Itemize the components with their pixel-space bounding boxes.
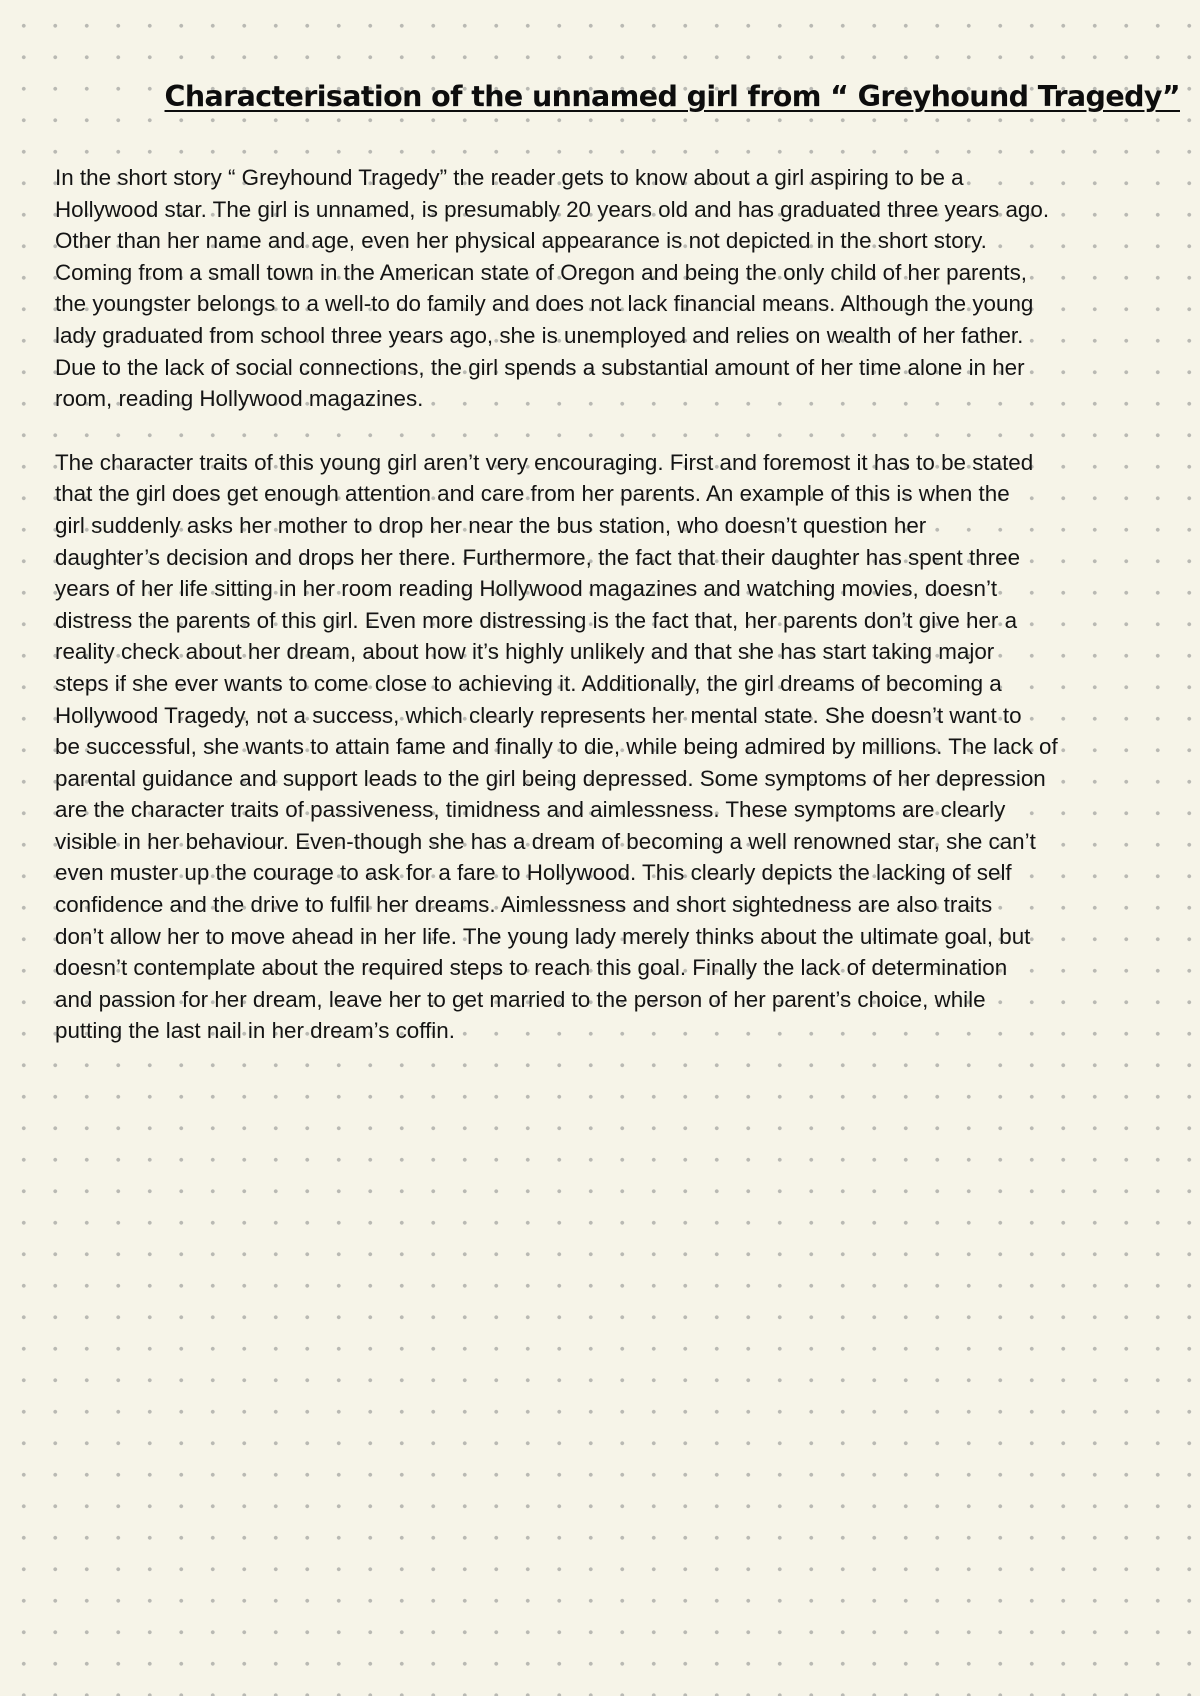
text-line: and passion for her dream, leave her to get married to the person of her parent’s choice, while <box>55 986 986 1012</box>
text-line: Due to the lack of social connections, the girl spends a substantial amount of her time alone in her <box>55 354 1025 380</box>
text-line: confidence and the drive to fulfil her dreams. Aimlessness and short sightedness are also traits <box>55 892 993 918</box>
text-line: girl suddenly asks her mother to drop her near the bus station, who doesn’t question her <box>55 512 927 538</box>
document-body <box>55 162 1167 1047</box>
text-line: don’t allow her to move ahead in her life. The young lady merely thinks about the ultimate goal, but <box>55 923 1031 949</box>
text-line: daughter’s decision and drops her there. Furthermore, the fact that their daughter has spent three <box>55 544 1021 570</box>
text-line: be successful, she wants to attain fame and finally to die, while being admired by millions. The lack of <box>55 734 1058 760</box>
text-line: years of her life sitting in her room reading Hollywood magazines and watching movies, doesn’t <box>55 576 998 602</box>
text-line: doesn’t contemplate about the required steps to reach this goal. Finally the lack of determination <box>55 955 1008 981</box>
text-line: Hollywood Tragedy, not a success, which clearly represents her mental state. She doesn’t want to <box>55 702 1022 728</box>
text-line: steps if she ever wants to come close to achieving it. Additionally, the girl dreams of becoming a <box>55 670 1002 696</box>
text-line: room, reading Hollywood magazines. <box>55 386 424 412</box>
text-line: the youngster belongs to a well-to do family and does not lack financial means. Although the young <box>55 291 1034 317</box>
text-line: putting the last nail in her dream’s coffin. <box>55 1018 455 1044</box>
text-line: Other than her name and age, even her physical appearance is not depicted in the short story. <box>55 228 987 254</box>
text-line: that the girl does get enough attention and care from her parents. An example of this is when the <box>55 481 1010 507</box>
text-line: distress the parents of this girl. Even more distressing is the fact that, her parents don’t give her a <box>55 607 1018 633</box>
paragraph-character-traits <box>55 447 1167 1047</box>
text-line: In the short story “ Greyhound Tragedy” the reader gets to know about a girl aspiring to be a <box>55 165 964 190</box>
text-line: Coming from a small town in the American state of Oregon and being the only child of her parents, <box>55 259 1028 285</box>
text-line: visible in her behaviour. Even-though she has a dream of becoming a well renowned star, she can’t <box>55 828 1036 854</box>
text-line: Hollywood star. The girl is unnamed, is presumably 20 years old and has graduated three years ago. <box>55 196 1050 222</box>
text-line: lady graduated from school three years ago, she is unemployed and relies on wealth of her father. <box>55 322 1024 348</box>
paragraph-intro <box>55 162 1167 415</box>
text-line: are the character traits of passiveness, timidness and aimlessness. These symptoms are clearly <box>55 797 1006 823</box>
text-line: reality check about her dream, about how it’s highly unlikely and that she has start taking major <box>55 639 995 665</box>
text-line: The character traits of this young girl aren’t very encouraging. First and foremost it has to be stated <box>55 449 1034 475</box>
text-line: even muster up the courage to ask for a fare to Hollywood. This clearly depicts the lacking of self <box>55 860 1012 886</box>
text-line: parental guidance and support leads to the girl being depressed. Some symptoms of her depression <box>55 765 1046 791</box>
document-title: Characterisation of the unnamed girl from “ Greyhound Tragedy” <box>164 80 1180 113</box>
